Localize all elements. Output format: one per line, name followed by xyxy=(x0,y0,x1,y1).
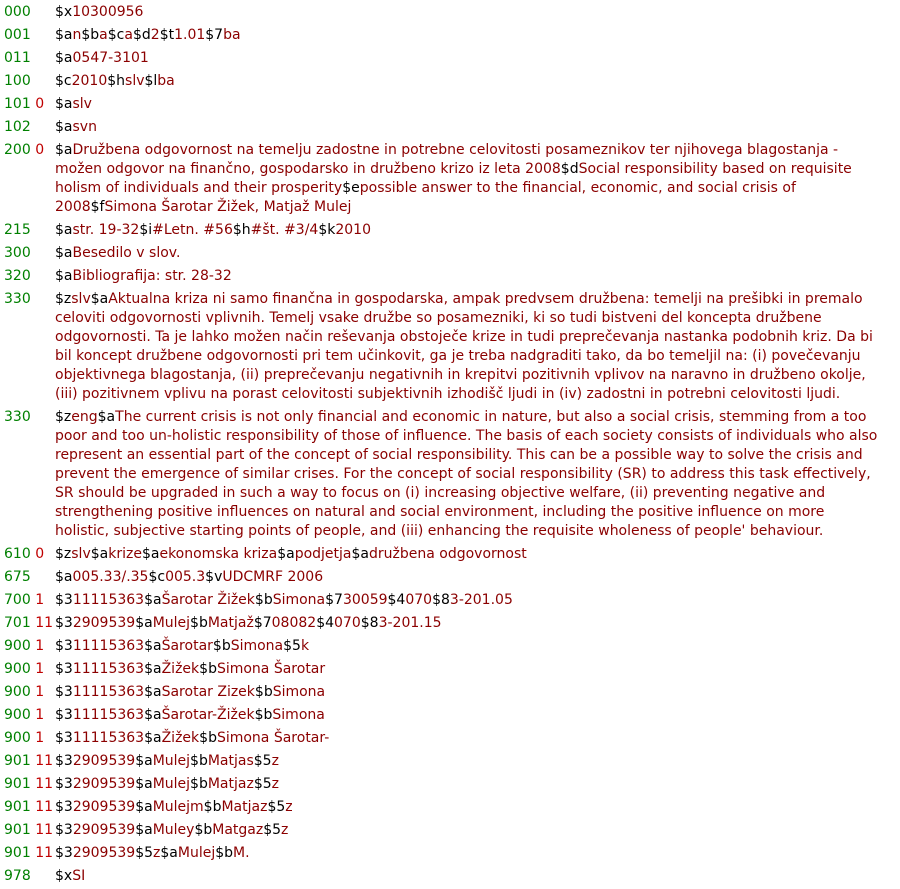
field-indicator: 1 xyxy=(35,684,45,700)
field-row xyxy=(0,267,900,286)
subfield-code: $b xyxy=(190,615,208,631)
subfield-value: z xyxy=(271,753,279,769)
subfield-value: z xyxy=(281,822,289,838)
subfield-code: $3 xyxy=(55,753,73,769)
field-tag-number: 900 xyxy=(4,707,31,723)
subfield-value: Matjas xyxy=(207,753,254,769)
subfield-value: Sarotar Zizek xyxy=(161,684,255,700)
subfield-value: 10300956 xyxy=(72,4,144,20)
field-tag-number: 901 xyxy=(4,822,31,838)
field-tag xyxy=(0,568,55,587)
subfield-code: $v xyxy=(205,569,223,585)
field-tag xyxy=(0,683,55,702)
field-tag-number: 300 xyxy=(4,245,31,261)
subfield-code: $3 xyxy=(55,776,73,792)
subfield-code: $5 xyxy=(135,845,154,861)
subfield-value: Mulej xyxy=(152,753,191,769)
field-content xyxy=(55,221,900,240)
subfield-code: $a xyxy=(144,684,162,700)
subfield-code: $3 xyxy=(55,638,73,654)
subfield-value: possible answer to the financial, economic, and social crisis of 2008 xyxy=(55,180,796,215)
field-row xyxy=(0,821,900,840)
subfield-value: UDCMRF 2006 xyxy=(222,569,324,585)
subfield-code: $a xyxy=(135,822,153,838)
subfield-value: podjetja xyxy=(294,546,352,562)
subfield-code: $b xyxy=(190,753,208,769)
field-row xyxy=(0,867,900,886)
field-indicator: 1 xyxy=(35,638,45,654)
field-content xyxy=(55,706,900,725)
field-tag xyxy=(0,591,55,610)
subfield-code: $a xyxy=(135,615,153,631)
subfield-value: 11115363 xyxy=(72,661,145,677)
field-row xyxy=(0,221,900,240)
subfield-code: $a xyxy=(90,291,109,307)
subfield-value: Žižek xyxy=(161,730,200,746)
subfield-value: 070 xyxy=(405,592,433,608)
field-tag-number: 320 xyxy=(4,268,31,284)
subfield-code: $5 xyxy=(283,638,301,654)
subfield-code: $a xyxy=(144,592,162,608)
field-tag-number: 700 xyxy=(4,592,31,608)
field-tag xyxy=(0,221,55,240)
field-row xyxy=(0,614,900,633)
subfield-code: $b xyxy=(254,684,273,700)
subfield-value: 11115363 xyxy=(72,707,145,723)
field-content xyxy=(55,821,900,840)
field-row xyxy=(0,752,900,771)
field-row xyxy=(0,244,900,263)
field-tag-number: 330 xyxy=(4,291,31,307)
field-content xyxy=(55,244,900,263)
field-row xyxy=(0,775,900,794)
field-tag xyxy=(0,72,55,91)
subfield-code: $b xyxy=(203,799,222,815)
field-content xyxy=(55,141,900,217)
subfield-value: Besedilo v slov. xyxy=(72,245,181,261)
subfield-code: $4 xyxy=(387,592,406,608)
subfield-code: $4 xyxy=(316,615,335,631)
subfield-code: $i xyxy=(139,222,153,238)
field-row xyxy=(0,844,900,863)
field-tag xyxy=(0,867,55,886)
subfield-value: Social responsibility based on requisite holism of individuals and their prosperity xyxy=(55,161,852,196)
field-tag-number: 215 xyxy=(4,222,31,238)
subfield-value: z xyxy=(271,776,279,792)
subfield-code: $8 xyxy=(360,615,379,631)
field-tag-number: 330 xyxy=(4,409,31,425)
subfield-value: #št. #3/4 xyxy=(250,222,319,238)
subfield-value: Matjaz xyxy=(207,776,254,792)
subfield-value: Šarotar-Žižek xyxy=(161,707,255,723)
subfield-code: $b xyxy=(199,661,217,677)
field-tag xyxy=(0,706,55,725)
field-tag-number: 001 xyxy=(4,27,31,43)
field-tag xyxy=(0,775,55,794)
subfield-value: Simona xyxy=(272,592,326,608)
field-content xyxy=(55,95,900,114)
subfield-code: $b xyxy=(254,592,273,608)
field-tag-number: 901 xyxy=(4,845,31,861)
subfield-code: $f xyxy=(90,199,105,215)
subfield-code: $3 xyxy=(55,707,73,723)
subfield-value: 30059 xyxy=(342,592,388,608)
subfield-value: z xyxy=(285,799,293,815)
field-indicator: 11 xyxy=(35,845,54,861)
subfield-value: krize xyxy=(108,546,142,562)
subfield-value: k xyxy=(300,638,310,654)
subfield-value: M. xyxy=(233,845,250,861)
field-tag-number: 901 xyxy=(4,753,31,769)
field-row xyxy=(0,3,900,22)
field-row xyxy=(0,591,900,610)
subfield-value: Mulej xyxy=(177,845,216,861)
subfield-value: 08082 xyxy=(271,615,317,631)
field-tag xyxy=(0,26,55,45)
field-row xyxy=(0,141,900,217)
subfield-value: Simona Šarotar- xyxy=(216,730,330,746)
field-content xyxy=(55,844,900,863)
subfield-code: $7 xyxy=(205,27,224,43)
field-tag-number: 011 xyxy=(4,50,31,66)
field-content xyxy=(55,775,900,794)
field-content xyxy=(55,267,900,286)
field-row xyxy=(0,683,900,702)
field-content xyxy=(55,49,900,68)
field-indicator: 0 xyxy=(35,546,45,562)
subfield-value: Bibliografija: str. 28-32 xyxy=(72,268,232,284)
subfield-code: $h xyxy=(107,73,126,89)
field-row xyxy=(0,72,900,91)
field-tag-number: 900 xyxy=(4,638,31,654)
field-tag-number: 901 xyxy=(4,799,31,815)
field-content xyxy=(55,118,900,137)
subfield-value: #Letn. #56 xyxy=(152,222,233,238)
field-tag xyxy=(0,752,55,771)
field-row xyxy=(0,545,900,564)
subfield-code: $b xyxy=(254,707,273,723)
field-row xyxy=(0,568,900,587)
field-tag xyxy=(0,614,55,633)
subfield-code: $a xyxy=(144,707,162,723)
subfield-code: $3 xyxy=(55,730,73,746)
subfield-value: Simona Šarotar xyxy=(216,661,326,677)
subfield-value: 3-201.15 xyxy=(378,615,442,631)
field-content xyxy=(55,545,900,564)
field-tag xyxy=(0,95,55,114)
subfield-code: $a xyxy=(55,268,73,284)
subfield-code: $x xyxy=(55,4,73,20)
subfield-value: Simona Šarotar Žižek, Matjaž Mulej xyxy=(104,199,352,215)
subfield-value: 005.3 xyxy=(165,569,206,585)
subfield-code: $a xyxy=(55,569,73,585)
field-indicator: 1 xyxy=(35,592,45,608)
field-tag xyxy=(0,244,55,263)
subfield-code: $5 xyxy=(253,776,272,792)
subfield-code: $a xyxy=(135,799,153,815)
subfield-code: $a xyxy=(55,96,73,112)
subfield-value: 2 xyxy=(150,27,160,43)
subfield-value: družbena odgovornost xyxy=(369,546,527,562)
subfield-code: $5 xyxy=(263,822,282,838)
subfield-value: Šarotar Žižek xyxy=(161,592,255,608)
subfield-value: 2909539 xyxy=(72,845,136,861)
subfield-code: $a xyxy=(277,546,295,562)
field-content xyxy=(55,3,900,22)
subfield-value: 2909539 xyxy=(72,822,136,838)
field-content xyxy=(55,568,900,587)
subfield-value: 11115363 xyxy=(72,684,145,700)
subfield-code: $3 xyxy=(55,592,73,608)
subfield-code: $b xyxy=(212,638,231,654)
field-indicator: 11 xyxy=(35,753,54,769)
subfield-value: Matgaz xyxy=(212,822,264,838)
subfield-value: 11115363 xyxy=(72,638,145,654)
subfield-code: $a xyxy=(144,730,162,746)
subfield-value: Matjaž xyxy=(207,615,254,631)
subfield-code: $b xyxy=(199,730,217,746)
subfield-code: $k xyxy=(318,222,336,238)
subfield-value: SI xyxy=(72,868,86,884)
subfield-code: $3 xyxy=(55,799,73,815)
field-tag-number: 000 xyxy=(4,4,31,20)
subfield-value: 070 xyxy=(334,615,361,631)
subfield-code: $d xyxy=(132,27,151,43)
subfield-value: Matjaz xyxy=(221,799,268,815)
field-indicator: 1 xyxy=(35,661,45,677)
subfield-code: $7 xyxy=(325,592,343,608)
subfield-code: $a xyxy=(160,845,178,861)
subfield-value: Mulejm xyxy=(152,799,204,815)
field-content xyxy=(55,660,900,679)
field-row xyxy=(0,798,900,817)
subfield-value: ekonomska kriza xyxy=(159,546,278,562)
subfield-value: Mulej xyxy=(152,776,191,792)
subfield-code: $a xyxy=(55,142,73,158)
subfield-value: a xyxy=(124,27,133,43)
field-tag xyxy=(0,49,55,68)
subfield-code: $3 xyxy=(55,661,73,677)
field-tag-number: 900 xyxy=(4,661,31,677)
subfield-value: 3-201.05 xyxy=(449,592,513,608)
subfield-value: Simona xyxy=(272,684,326,700)
subfield-code: $a xyxy=(144,661,162,677)
field-tag xyxy=(0,267,55,286)
subfield-code: $a xyxy=(135,753,153,769)
subfield-value: n xyxy=(72,27,82,43)
subfield-code: $x xyxy=(55,868,73,884)
subfield-code: $a xyxy=(55,27,73,43)
subfield-value: Aktualna kriza ni samo finančna in gospodarska, ampak predvsem družbena: temelji na prešibki in premalo celoviti odgovornosti vplivnih. Temelj vsake družbe so posamezniki, ki so tudi bistveni del koncepta družbene odgovornosti. Ta je lahko možen način reševanja obstoječe krize in tudi preprečevanja nastanka podobnih kriz. Da bi bil koncept družbene odgovornosti pri tem učinkovit, ga je treba nadgraditi tako, da bo temeljil na: (i) povečevanju objektivnega blagostanja, (ii) preprečevanju negativnih in krepitvi pozitivnih vplivov na naravno in družbeno okolje, (iii) pozitivnem vplivu na porast celovitosti subjektivnih izhodišč ljudi in (iv) zadostni in potrebni celovitosti ljudi. xyxy=(55,291,873,402)
field-tag-number: 901 xyxy=(4,776,31,792)
field-indicator: 11 xyxy=(35,776,54,792)
field-row xyxy=(0,26,900,45)
field-tag xyxy=(0,545,55,564)
subfield-code: $b xyxy=(81,27,100,43)
subfield-code: $b xyxy=(215,845,234,861)
subfield-code: $7 xyxy=(253,615,272,631)
subfield-code: $a xyxy=(135,776,153,792)
subfield-value: 0547-3101 xyxy=(72,50,149,66)
subfield-code: $c xyxy=(55,73,72,89)
subfield-value: svn xyxy=(72,119,97,135)
subfield-value: ba xyxy=(223,27,241,43)
subfield-code: $c xyxy=(148,569,166,585)
field-tag xyxy=(0,3,55,22)
field-content xyxy=(55,729,900,748)
subfield-code: $a xyxy=(351,546,369,562)
subfield-code: $8 xyxy=(432,592,450,608)
field-row xyxy=(0,95,900,114)
subfield-value: 2909539 xyxy=(72,753,136,769)
field-tag xyxy=(0,798,55,817)
field-tag-number: 101 xyxy=(4,96,31,112)
field-tag-number: 100 xyxy=(4,73,31,89)
subfield-value: 2909539 xyxy=(72,776,136,792)
subfield-code: $d xyxy=(560,161,579,177)
field-indicator: 1 xyxy=(35,707,45,723)
field-tag xyxy=(0,729,55,748)
subfield-code: $5 xyxy=(267,799,286,815)
subfield-code: $5 xyxy=(253,753,272,769)
subfield-code: $a xyxy=(55,222,73,238)
field-indicator: 11 xyxy=(35,822,54,838)
field-row xyxy=(0,637,900,656)
subfield-code: $a xyxy=(55,245,73,261)
field-tag xyxy=(0,844,55,863)
subfield-value: Simona xyxy=(230,638,284,654)
subfield-code: $a xyxy=(97,409,116,425)
subfield-code: $e xyxy=(342,180,360,196)
subfield-value: slv xyxy=(125,73,145,89)
subfield-code: $t xyxy=(159,27,175,43)
subfield-value: Družbena odgovornost na temelju zadostne in potrebne celovitosti posameznikov ter njihovega blagostanja - možen odgovor na finančno, gospodarsko in družbeno krizo iz leta 2008 xyxy=(55,142,839,177)
field-tag xyxy=(0,118,55,137)
field-tag xyxy=(0,408,55,427)
subfield-value: z xyxy=(153,845,161,861)
subfield-value: eng xyxy=(71,409,98,425)
field-indicator: 11 xyxy=(35,799,54,815)
field-row xyxy=(0,706,900,725)
subfield-code: $a xyxy=(55,50,73,66)
field-content xyxy=(55,591,900,610)
field-row xyxy=(0,660,900,679)
field-row xyxy=(0,729,900,748)
subfield-code: $c xyxy=(107,27,125,43)
subfield-code: $l xyxy=(144,73,158,89)
field-tag-number: 610 xyxy=(4,546,31,562)
subfield-value: slv xyxy=(71,546,91,562)
subfield-value: str. 19-32 xyxy=(72,222,140,238)
field-content xyxy=(55,72,900,91)
subfield-value: The current crisis is not only financial and economic in nature, but also a social crisis, stemming from a too poor and too un-holistic responsibility of those of influence. The basis of each society consists of individuals who also represent an essential part of the concept of social responsibility. This can be a possible way to solve the crisis and prevent the emergence of similar crises. For the concept of social responsibility (SR) to address this task effectively, SR should be upgraded in such a way to focus on (i) increasing objective welfare, (ii) preventing negative and strengthening positive influences on natural and social environment, including the positive influence on more holistic, subjective starting points of people, and (iii) enhancing the requisite wholeness of people' behaviour. xyxy=(55,409,878,539)
field-indicator: 11 xyxy=(35,615,54,631)
field-row xyxy=(0,49,900,68)
subfield-value: Muley xyxy=(152,822,195,838)
field-tag xyxy=(0,660,55,679)
subfield-value: Šarotar xyxy=(161,638,213,654)
field-row xyxy=(0,118,900,137)
subfield-code: $a xyxy=(141,546,160,562)
field-indicator: 0 xyxy=(35,142,45,158)
field-content xyxy=(55,290,900,404)
field-content xyxy=(55,614,900,633)
subfield-code: $b xyxy=(194,822,213,838)
field-row xyxy=(0,290,900,404)
subfield-value: 1.01 xyxy=(174,27,206,43)
subfield-value: 2010 xyxy=(335,222,371,238)
subfield-code: $z xyxy=(55,409,72,425)
subfield-code: $3 xyxy=(55,845,73,861)
subfield-code: $3 xyxy=(55,684,73,700)
field-tag-number: 200 xyxy=(4,142,31,158)
field-content xyxy=(55,637,900,656)
field-tag xyxy=(0,821,55,840)
field-content xyxy=(55,867,900,886)
field-tag xyxy=(0,141,55,160)
subfield-value: ba xyxy=(157,73,175,89)
subfield-code: $a xyxy=(144,638,162,654)
field-tag xyxy=(0,637,55,656)
subfield-code: $z xyxy=(55,546,72,562)
field-content xyxy=(55,798,900,817)
field-tag-number: 900 xyxy=(4,684,31,700)
subfield-value: 2909539 xyxy=(72,799,136,815)
field-content xyxy=(55,683,900,702)
subfield-value: 11115363 xyxy=(72,730,145,746)
subfield-value: Žižek xyxy=(161,661,200,677)
field-content xyxy=(55,408,900,541)
subfield-code: $3 xyxy=(55,615,73,631)
subfield-code: $3 xyxy=(55,822,73,838)
field-tag-number: 701 xyxy=(4,615,31,631)
subfield-value: Mulej xyxy=(152,615,191,631)
field-tag-number: 900 xyxy=(4,730,31,746)
subfield-code: $a xyxy=(55,119,73,135)
field-indicator: 1 xyxy=(35,730,45,746)
field-content xyxy=(55,26,900,45)
field-tag-number: 102 xyxy=(4,119,31,135)
subfield-code: $h xyxy=(232,222,251,238)
subfield-value: slv xyxy=(71,291,91,307)
subfield-code: $b xyxy=(190,776,208,792)
subfield-code: $a xyxy=(90,546,109,562)
subfield-value: slv xyxy=(72,96,92,112)
field-row xyxy=(0,408,900,541)
subfield-value: a xyxy=(99,27,108,43)
subfield-value: 11115363 xyxy=(72,592,145,608)
subfield-value: 2909539 xyxy=(72,615,136,631)
field-content xyxy=(55,752,900,771)
subfield-code: $z xyxy=(55,291,72,307)
subfield-value: 2010 xyxy=(71,73,108,89)
field-tag-number: 978 xyxy=(4,868,31,884)
subfield-value: 005.33/.35 xyxy=(72,569,149,585)
field-tag-number: 675 xyxy=(4,569,31,585)
subfield-value: Simona xyxy=(272,707,325,723)
field-tag xyxy=(0,290,55,309)
field-indicator: 0 xyxy=(35,96,45,112)
